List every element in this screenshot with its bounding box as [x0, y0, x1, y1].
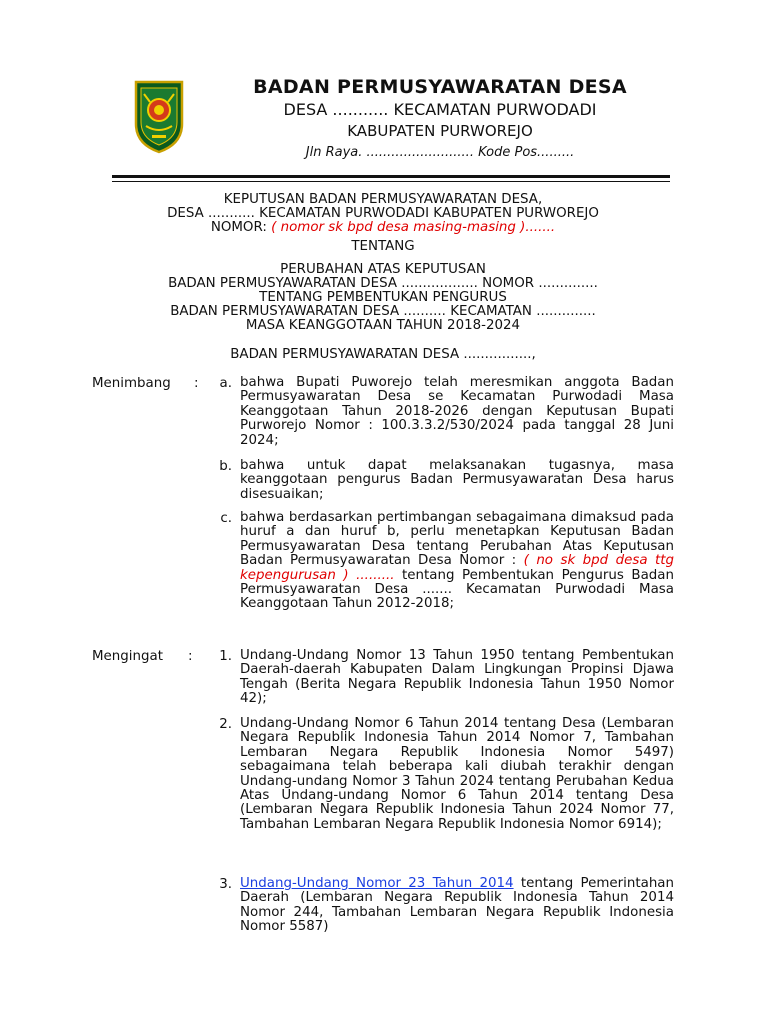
letterhead-address: Jln Raya. .......................... Kode Pos......... — [305, 145, 575, 160]
item-marker: a. — [219, 376, 232, 391]
item-text-before: bahwa berdasarkan pertimbangan sebagaimana dimaksud pada huruf a dan huruf b, perlu menetapkan Keputusan Badan Permusyawaratan Desa tentang Perubahan Atas Keputusan Badan Permusyawaratan Desa Nomor : — [240, 510, 674, 569]
decree-subject-3: TENTANG PEMBENTUKAN PENGURUS — [259, 290, 507, 305]
item-text: bahwa untuk dapat melaksanakan tugasnya, masa keanggotaan pengurus Badan Permusyawaratan Desa harus disesuaikan; — [240, 458, 674, 502]
letterhead-title: BADAN PERMUSYAWARATAN DESA — [253, 76, 627, 98]
decree-number-placeholder: ( nomor sk bpd desa masing-masing ) — [271, 220, 526, 235]
item-text: Undang-Undang Nomor 13 Tahun 1950 tentang Pembentukan Daerah-daerah Kabupaten Dalam Lingkungan Propinsi Djawa Tengah (Berita Negara Republik Indonesia Tahun 1950 Nomor 42); — [240, 648, 674, 707]
decree-issuer: BADAN PERMUSYAWARATAN DESA ................, — [230, 347, 536, 362]
decree-number-label: NOMOR: — [210, 220, 272, 235]
item-text-rest: tentang Pemerintahan Daerah (Lembaran Negara Republik Indonesia Tahun 2014 Nomor 244, Tambahan Lembaran Negara Republik Indonesia Nomor 5587) — [240, 876, 675, 935]
item-text: Undang-Undang Nomor 6 Tahun 2014 tentang Desa (Lembaran Negara Republik Indonesia Tahun 2014 Nomor 7, Tambahan Lembaran Negara Republik Indonesia Nomor 5497) sebagaimana telah beberapa kali diubah terakhir dengan Undang-undang Nomor 3 Tahun 2024 tentang Perubahan Kedua Atas Undang-undang Nomor 6 Tahun 2014 tentang Desa (Lembaran Negara Republik Indonesia Tahun 2024 Nomor 77, Tambahan Lembaran Negara Republik Indonesia Nomor 6914); — [240, 716, 674, 832]
regency-emblem-logo — [134, 80, 184, 154]
decree-heading-2: DESA ........... KECAMATAN PURWODADI KABUPATEN PURWOREJO — [167, 206, 599, 221]
item-text: bahwa Bupati Puworejo telah meresmikan anggota Badan Permusyawaratan Desa se Kecamatan Purwodadi Masa Keanggotaan Tahun 2018-2026 dengan Keputusan Bupati Purworejo Nomor : 100.3.3.2/530/2024 pada tanggal 28 Juni 2024; — [240, 375, 674, 448]
decree-subject-4: BADAN PERMUSYAWARATAN DESA .......... KECAMATAN .............. — [170, 304, 596, 319]
item-marker: b. — [219, 459, 232, 474]
decree-subject-1: PERUBAHAN ATAS KEPUTUSAN — [280, 262, 486, 277]
decree-number-trail: ....... — [525, 220, 556, 235]
considering-label: Menimbang — [92, 376, 171, 391]
letterhead-divider-thin — [112, 181, 670, 182]
letterhead-regency: KABUPATEN PURWOREJO — [347, 122, 533, 140]
item-text-placeholder: ( no sk bpd desa ttg kepengurusan ) ......... — [240, 553, 674, 583]
letterhead-village: DESA ........... KECAMATAN PURWODADI — [283, 100, 597, 119]
item-text — [240, 877, 674, 935]
decree-subject-2: BADAN PERMUSYAWARATAN DESA .................. NOMOR .............. — [168, 276, 598, 291]
decree-about: TENTANG — [351, 239, 415, 254]
item-marker: 2. — [219, 717, 232, 732]
decree-number — [90, 221, 676, 235]
law-link[interactable]: Undang-Undang Nomor 23 Tahun 2014 — [240, 876, 514, 891]
item-text — [240, 511, 674, 612]
item-text-after: tentang Pembentukan Pengurus Badan Permusyawaratan Desa ....... Kecamatan Purwodadi Masa Keanggotaan Tahun 2012-2018; — [240, 567, 674, 612]
item-marker: c. — [220, 511, 232, 526]
remembering-colon: : — [188, 649, 193, 664]
letterhead-divider-thick — [112, 175, 670, 178]
item-marker: 1. — [219, 649, 232, 664]
considering-colon: : — [194, 376, 199, 391]
remembering-label: Mengingat — [92, 649, 163, 664]
decree-heading-1: KEPUTUSAN BADAN PERMUSYAWARATAN DESA, — [223, 192, 543, 207]
decree-subject-5: MASA KEANGGOTAAN TAHUN 2018-2024 — [245, 318, 521, 333]
item-marker: 3. — [219, 877, 232, 892]
